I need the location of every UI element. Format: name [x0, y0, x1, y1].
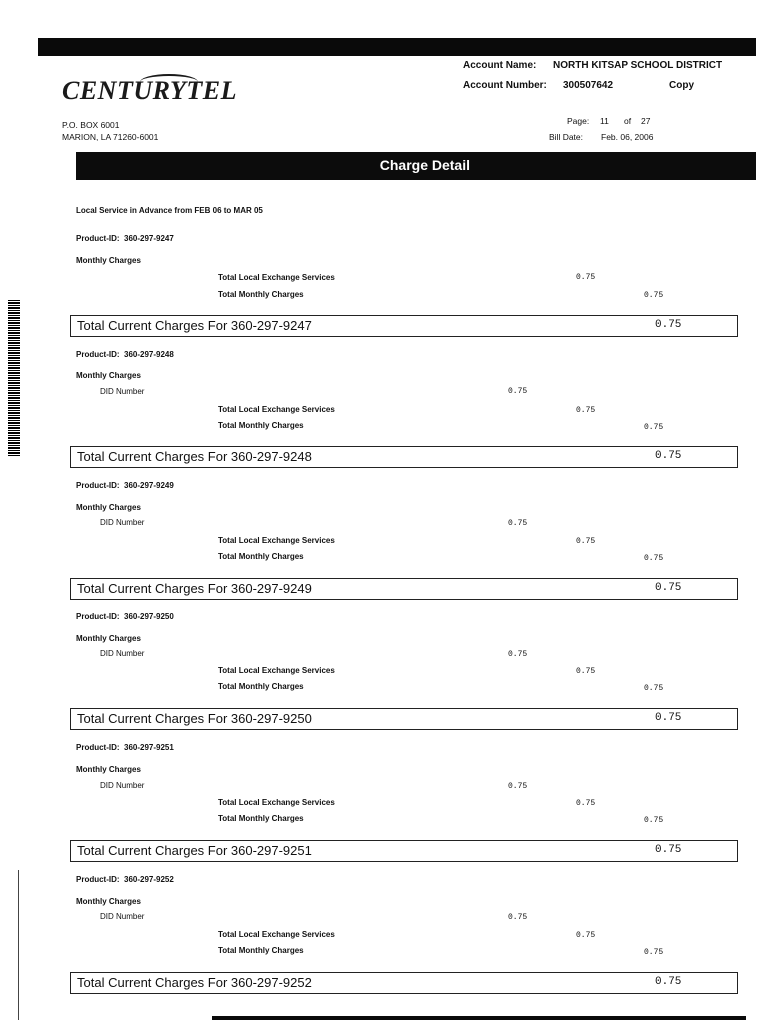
- local-exchange-label: Total Local Exchange Services: [218, 930, 335, 939]
- local-exchange-label: Total Local Exchange Services: [218, 536, 335, 545]
- did-number-amount: 0.75: [508, 913, 528, 922]
- margin-rule: [18, 870, 19, 1020]
- monthly-total-label: Total Monthly Charges: [218, 290, 304, 299]
- total-charges-label: Total Current Charges For 360-297-9248: [77, 449, 312, 464]
- total-charges-amount: 0.75: [655, 450, 682, 462]
- monthly-total-amount: 0.75: [644, 554, 664, 563]
- monthly-charges-label: Monthly Charges: [76, 371, 141, 380]
- monthly-charges-label: Monthly Charges: [76, 897, 141, 906]
- account-number: 300507642: [563, 80, 614, 91]
- product-id-label: Product-ID:: [76, 350, 120, 359]
- total-charges-amount: 0.75: [655, 319, 682, 331]
- total-charges-amount: 0.75: [655, 582, 682, 594]
- address-line-2: MARION, LA 71260-6001: [62, 132, 159, 142]
- local-exchange-amount: 0.75: [576, 406, 596, 415]
- did-number-amount: 0.75: [508, 519, 528, 528]
- local-exchange-label: Total Local Exchange Services: [218, 798, 335, 807]
- monthly-total-amount: 0.75: [644, 816, 664, 825]
- service-period: Local Service in Advance from FEB 06 to MAR 05: [76, 206, 263, 215]
- monthly-charges-label: Monthly Charges: [76, 634, 141, 643]
- monthly-total-amount: 0.75: [644, 423, 664, 432]
- did-number-amount: 0.75: [508, 782, 528, 791]
- account-name-label: Account Name:: [463, 60, 537, 71]
- total-charges-label: Total Current Charges For 360-297-9250: [77, 711, 312, 726]
- section-header-band: [76, 152, 756, 180]
- monthly-total-label: Total Monthly Charges: [218, 946, 304, 955]
- total-charges-label: Total Current Charges For 360-297-9247: [77, 318, 312, 333]
- total-charges-amount: 0.75: [655, 844, 682, 856]
- local-exchange-amount: 0.75: [576, 931, 596, 940]
- total-charges-amount: 0.75: [655, 976, 682, 988]
- account-number-label: Account Number:: [463, 80, 547, 91]
- did-number-label: DID Number: [100, 912, 145, 921]
- product-id-label: Product-ID:: [76, 743, 120, 752]
- monthly-charges-label: Monthly Charges: [76, 256, 141, 265]
- product-id: 360-297-9248: [124, 350, 174, 359]
- total-charges-label: Total Current Charges For 360-297-9249: [77, 581, 312, 596]
- total-charges-label: Total Current Charges For 360-297-9252: [77, 975, 312, 990]
- monthly-charges-label: Monthly Charges: [76, 765, 141, 774]
- product-id: 360-297-9251: [124, 743, 174, 752]
- company-logo: CENTURYTEL: [62, 76, 237, 105]
- total-charges-box: [70, 840, 738, 862]
- total-charges-box: [70, 446, 738, 468]
- account-name: NORTH KITSAP SCHOOL DISTRICT: [553, 60, 723, 71]
- total-charges-box: [70, 972, 738, 994]
- local-exchange-label: Total Local Exchange Services: [218, 666, 335, 675]
- monthly-total-label: Total Monthly Charges: [218, 682, 304, 691]
- local-exchange-label: Total Local Exchange Services: [218, 405, 335, 414]
- did-number-label: DID Number: [100, 518, 145, 527]
- footer-black-bar: [212, 1016, 746, 1020]
- address-line-1: P.O. BOX 6001: [62, 120, 120, 130]
- product-id: 360-297-9247: [124, 234, 174, 243]
- total-charges-box: [70, 315, 738, 337]
- monthly-total-label: Total Monthly Charges: [218, 814, 304, 823]
- local-exchange-amount: 0.75: [576, 537, 596, 546]
- page-label: Page:: [567, 116, 590, 126]
- monthly-total-label: Total Monthly Charges: [218, 552, 304, 561]
- product-id-label: Product-ID:: [76, 481, 120, 490]
- total-charges-label: Total Current Charges For 360-297-9251: [77, 843, 312, 858]
- total-charges-box: [70, 708, 738, 730]
- monthly-total-label: Total Monthly Charges: [218, 421, 304, 430]
- page-of: of: [624, 116, 632, 126]
- local-exchange-amount: 0.75: [576, 799, 596, 808]
- product-id: 360-297-9250: [124, 612, 174, 621]
- copy-label: Copy: [669, 80, 694, 91]
- bill-date-label: Bill Date:: [549, 132, 584, 142]
- page-current: 11: [600, 116, 609, 126]
- did-number-label: DID Number: [100, 387, 145, 396]
- local-exchange-amount: 0.75: [576, 667, 596, 676]
- barcode-icon: [8, 300, 20, 456]
- monthly-total-amount: 0.75: [644, 291, 664, 300]
- monthly-charges-label: Monthly Charges: [76, 503, 141, 512]
- product-id-label: Product-ID:: [76, 612, 120, 621]
- product-id: 360-297-9249: [124, 481, 174, 490]
- local-exchange-amount: 0.75: [576, 273, 596, 282]
- did-number-label: DID Number: [100, 649, 145, 658]
- total-charges-box: [70, 578, 738, 600]
- did-number-label: DID Number: [100, 781, 145, 790]
- section-title: Charge Detail: [379, 157, 470, 173]
- bill-date: Feb. 06, 2006: [601, 132, 654, 142]
- total-charges-amount: 0.75: [655, 712, 682, 724]
- did-number-amount: 0.75: [508, 650, 528, 659]
- monthly-total-amount: 0.75: [644, 948, 664, 957]
- header-black-bar: [38, 38, 756, 56]
- local-exchange-label: Total Local Exchange Services: [218, 273, 335, 282]
- product-id-label: Product-ID:: [76, 234, 120, 243]
- did-number-amount: 0.75: [508, 387, 528, 396]
- monthly-total-amount: 0.75: [644, 684, 664, 693]
- product-id: 360-297-9252: [124, 875, 174, 884]
- page-total: 27: [641, 116, 651, 126]
- product-id-label: Product-ID:: [76, 875, 120, 884]
